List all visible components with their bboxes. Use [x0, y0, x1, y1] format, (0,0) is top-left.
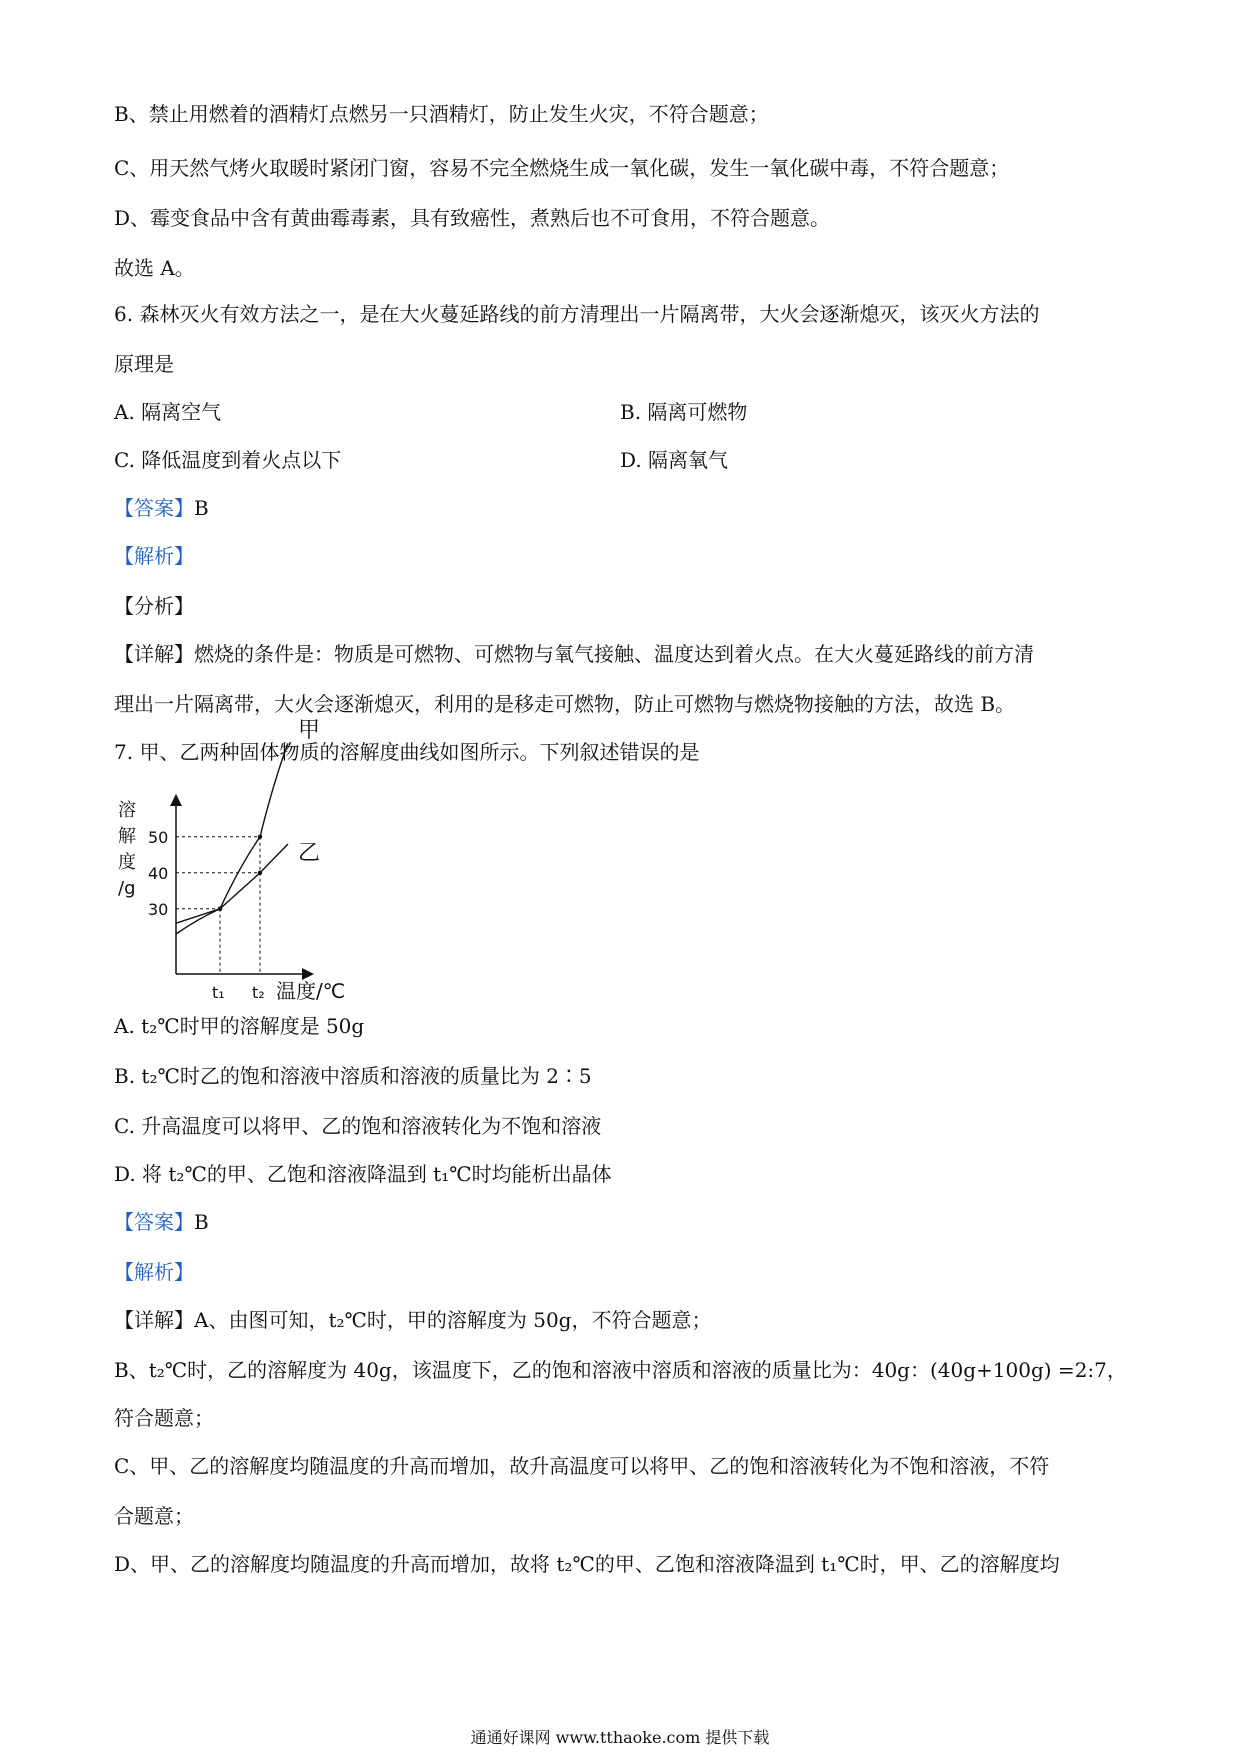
series-line-1	[176, 743, 288, 934]
answer-tag: 【答案】	[114, 1210, 194, 1234]
q7-detail-line: C、甲、乙的溶解度均随温度的升高而增加，故升高温度可以将甲、乙的饱和溶液转化为不饱和溶液，不符	[114, 1454, 1050, 1478]
q6-option-d: D. 隔离氧气	[620, 448, 729, 472]
q7-detail-line: 【详解】A、由图可知，t₂℃时，甲的溶解度为 50g，不符合题意；	[114, 1308, 712, 1332]
x-tick-label: t₂	[252, 983, 265, 1002]
data-point	[218, 907, 222, 911]
solubility-curve-chart	[118, 718, 368, 1003]
y-axis-label: 解	[118, 826, 136, 847]
question-7-stem: 7. 甲、乙两种固体物质的溶解度曲线如图所示。下列叙述错误的是	[114, 740, 700, 764]
data-point	[258, 871, 262, 875]
y-tick-label: 30	[148, 899, 169, 919]
text-line: C、用天然气烤火取暖时紧闭门窗，容易不完全燃烧生成一氧化碳，发生一氧化碳中毒，不符合题意；	[114, 156, 1010, 180]
y-axis-label: /g	[118, 878, 136, 899]
q6-option-a: A. 隔离空气	[114, 400, 222, 424]
page-footer: 通通好课网 www.tthaoke.com 提供下载	[470, 1728, 770, 1747]
question-6-stem: 6. 森林灭火有效方法之一，是在大火蔓延路线的前方清理出一片隔离带，大火会逐渐熄灭，该灭火方法的	[114, 302, 1040, 326]
series-label: 甲	[298, 718, 321, 744]
text-line: B、禁止用燃着的酒精灯点燃另一只酒精灯，防止发生火灾，不符合题意；	[114, 102, 769, 126]
q7-analysis-tag	[114, 1258, 194, 1286]
answer-tag: 【答案】	[114, 496, 194, 520]
q6-detail-line: 理出一片隔离带，大火会逐渐熄灭，利用的是移走可燃物，防止可燃物与燃烧物接触的方法，故选 B。	[114, 692, 1016, 716]
q7-answer	[114, 1208, 209, 1236]
q7-detail-line: B、t₂℃时，乙的溶解度为 40g，该温度下，乙的饱和溶液中溶质和溶液的质量比为：40g：(40g+100g) =2:7，	[114, 1358, 1127, 1382]
analysis-tag: 【解析】	[114, 1260, 194, 1284]
answer-value: B	[194, 496, 209, 520]
q6-answer	[114, 494, 209, 522]
q7-option-d: D. 将 t₂℃的甲、乙饱和溶液降温到 t₁℃时均能析出晶体	[114, 1162, 612, 1186]
q7-detail-line: 合题意；	[114, 1504, 194, 1528]
y-tick-label: 50	[148, 827, 169, 847]
solubility-chart-svg	[118, 718, 368, 1003]
x-axis-label: 温度/℃	[276, 979, 346, 1003]
q7-option-a: A. t₂℃时甲的溶解度是 50g	[114, 1014, 365, 1038]
q7-option-b: B. t₂℃时乙的饱和溶液中溶质和溶液的质量比为 2∶5	[114, 1064, 592, 1088]
y-axis-label: 溶	[118, 800, 136, 821]
analysis-tag: 【解析】	[114, 544, 194, 568]
x-tick-label: t₁	[212, 983, 225, 1002]
q6-option-b: B. 隔离可燃物	[620, 400, 748, 424]
q7-detail-line: 符合题意；	[114, 1406, 214, 1430]
question-6-stem-cont: 原理是	[114, 352, 174, 376]
q6-detail-line: 【详解】燃烧的条件是：物质是可燃物、可燃物与氧气接触、温度达到着火点。在大火蔓延路线的前方清	[114, 642, 1034, 666]
text-line: 故选 A。	[114, 256, 195, 280]
data-point	[258, 835, 262, 839]
y-axis-label: 度	[118, 852, 136, 873]
series-label: 乙	[298, 841, 321, 866]
q7-option-c: C. 升高温度可以将甲、乙的饱和溶液转化为不饱和溶液	[114, 1114, 602, 1138]
q6-analysis-tag	[114, 542, 194, 570]
q7-detail-line: D、甲、乙的溶解度均随温度的升高而增加，故将 t₂℃的甲、乙饱和溶液降温到 t₁℃时，甲、乙的溶解度均	[114, 1552, 1060, 1576]
q6-option-c: C. 降低温度到着火点以下	[114, 448, 342, 472]
answer-value: B	[194, 1210, 209, 1234]
q6-fenxi-tag: 【分析】	[114, 594, 194, 618]
y-tick-label: 40	[148, 863, 169, 883]
text-line: D、霉变食品中含有黄曲霉毒素，具有致癌性，煮熟后也不可食用，不符合题意。	[114, 206, 831, 230]
